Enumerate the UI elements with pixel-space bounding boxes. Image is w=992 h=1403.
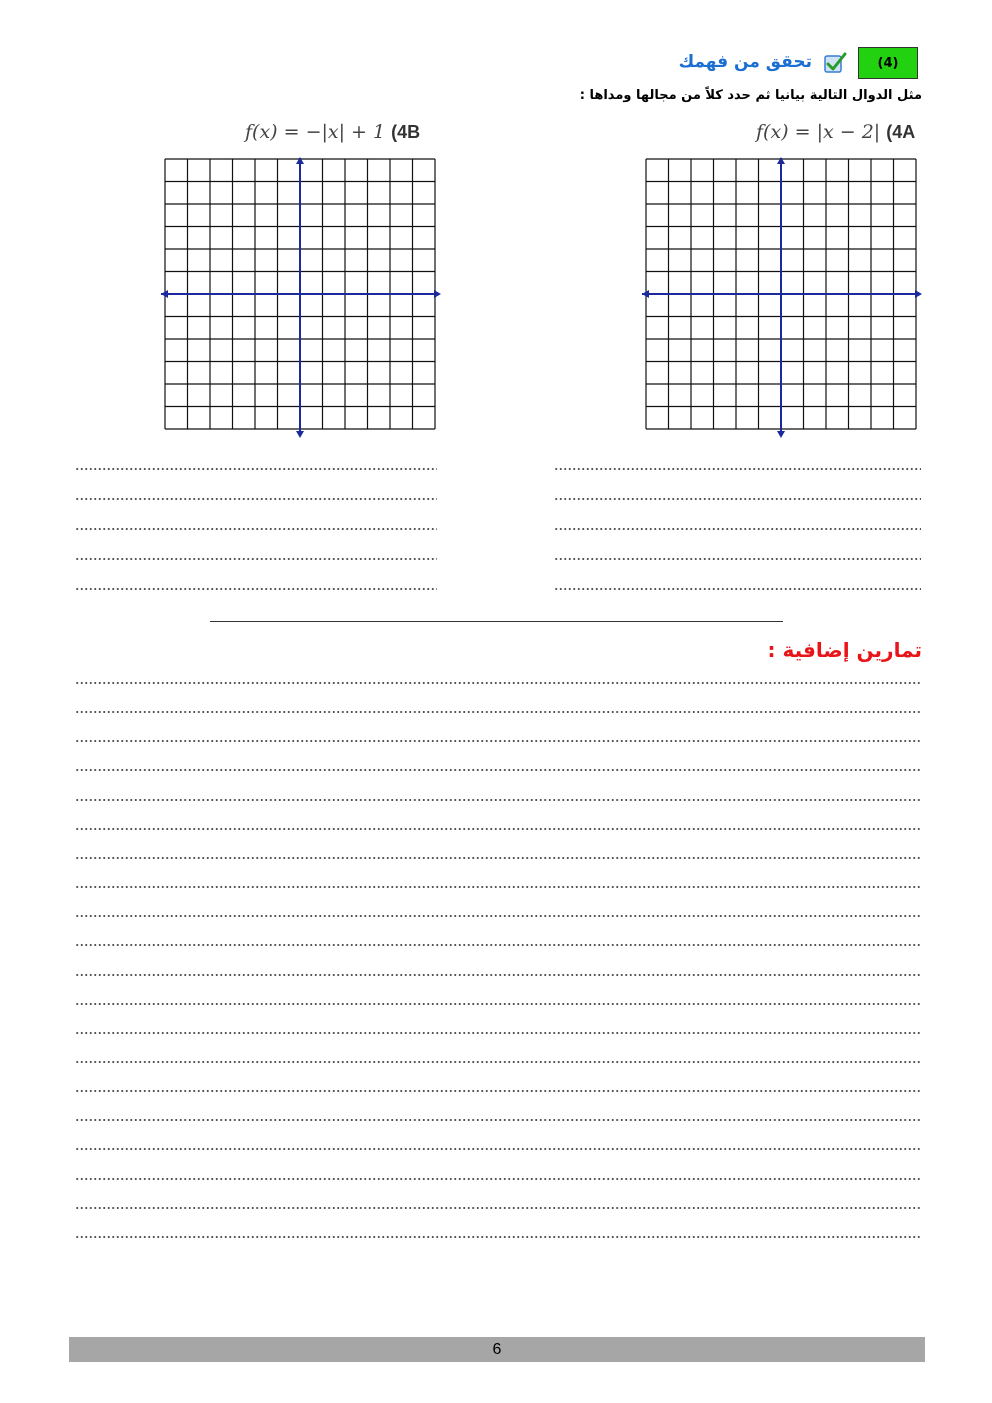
dotted-answer-line[interactable] [75, 496, 437, 502]
arrow-down-icon [296, 431, 304, 438]
dotted-answer-line[interactable] [75, 913, 922, 919]
arrow-right-icon [915, 290, 922, 298]
dotted-answer-line[interactable] [75, 826, 922, 832]
dotted-answer-line[interactable] [75, 855, 922, 861]
arrow-up-icon [296, 157, 304, 164]
dotted-answer-line[interactable] [554, 466, 921, 472]
dotted-answer-line[interactable] [75, 1088, 922, 1094]
checkbox-checked-icon [823, 52, 847, 74]
extra-exercises-title: تمارين إضافية : [767, 638, 922, 662]
separator-line [210, 621, 783, 622]
dotted-answer-line[interactable] [554, 556, 921, 562]
dotted-answer-line[interactable] [75, 797, 922, 803]
instructions-text: مثل الدوال التالية بيانيا ثم حدد كلاً من مجالها ومداها : [579, 88, 922, 103]
dotted-answer-line[interactable] [75, 556, 437, 562]
dotted-answer-line[interactable] [75, 942, 922, 948]
function-label-4a [756, 121, 915, 143]
dotted-answer-line[interactable] [554, 496, 921, 502]
dotted-answer-line[interactable] [75, 1146, 922, 1152]
dotted-answer-line[interactable] [75, 884, 922, 890]
section-badge: (4) [858, 47, 918, 79]
coordinate-grid-4b[interactable] [160, 157, 442, 439]
arrow-down-icon [777, 431, 785, 438]
footer-bar [69, 1337, 925, 1362]
dotted-answer-line[interactable] [75, 1030, 922, 1036]
dotted-answer-line[interactable] [75, 1001, 922, 1007]
section-heading: تحقق من فهمك [678, 52, 812, 72]
function-expression: f(x) = −|x| + 1 [245, 121, 386, 143]
dotted-answer-line[interactable] [75, 466, 437, 472]
dotted-answer-line[interactable] [75, 709, 922, 715]
dotted-answer-line[interactable] [75, 1234, 922, 1240]
dotted-answer-line[interactable] [75, 1176, 922, 1182]
dotted-answer-line[interactable] [75, 767, 922, 773]
coordinate-grid-4a[interactable] [641, 157, 923, 439]
arrow-up-icon [777, 157, 785, 164]
dotted-answer-line[interactable] [75, 1059, 922, 1065]
dotted-answer-line[interactable] [554, 586, 921, 592]
problem-tag: (4B [391, 122, 421, 142]
dotted-answer-line[interactable] [75, 586, 437, 592]
page-number: 6 [492, 1340, 502, 1358]
function-label-4b [245, 121, 420, 143]
dotted-answer-line[interactable] [75, 738, 922, 744]
problem-tag: (4A [886, 122, 916, 142]
dotted-answer-line[interactable] [75, 526, 437, 532]
dotted-answer-line[interactable] [75, 680, 922, 686]
dotted-answer-line[interactable] [75, 1117, 922, 1123]
arrow-right-icon [434, 290, 441, 298]
function-expression: f(x) = |x − 2| [756, 121, 881, 143]
dotted-answer-line[interactable] [554, 526, 921, 532]
dotted-answer-line[interactable] [75, 972, 922, 978]
dotted-answer-line[interactable] [75, 1205, 922, 1211]
